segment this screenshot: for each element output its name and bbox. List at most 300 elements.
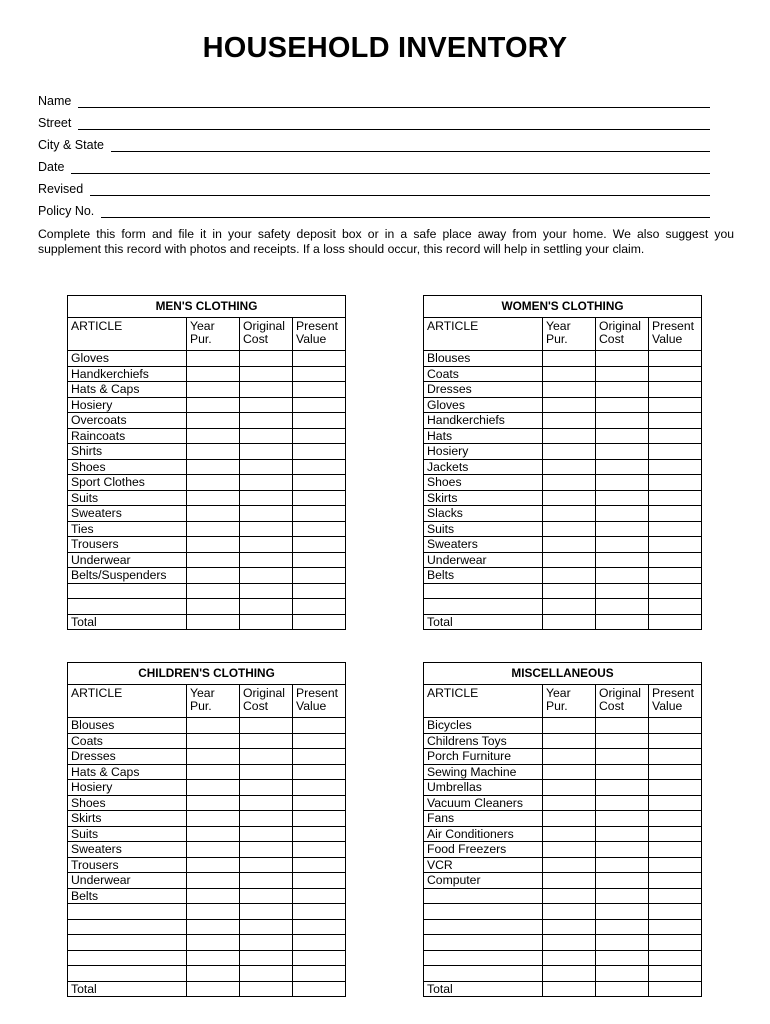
table-row [68, 444, 346, 460]
value-header-line2: Value [652, 332, 683, 346]
cost-cell[interactable] [596, 351, 649, 367]
year-cell[interactable] [187, 842, 240, 858]
table-row [68, 459, 346, 475]
value-header [293, 318, 346, 351]
article-cell: Raincoats [68, 428, 187, 444]
value-cell[interactable] [293, 490, 346, 506]
cost-cell[interactable] [240, 583, 293, 599]
cost-cell[interactable] [596, 811, 649, 827]
year-cell[interactable] [543, 749, 596, 765]
year-cell[interactable] [187, 382, 240, 398]
year-cell[interactable] [187, 749, 240, 765]
cost-cell[interactable] [596, 718, 649, 734]
cost-cell[interactable] [240, 842, 293, 858]
year-header-line1: Year [190, 686, 215, 700]
year-cell[interactable] [187, 888, 240, 904]
cost-cell[interactable] [596, 873, 649, 889]
article-header-label: ARTICLE [427, 686, 479, 700]
cost-cell[interactable] [240, 413, 293, 429]
cost-cell[interactable] [240, 733, 293, 749]
cost-cell[interactable] [240, 904, 293, 920]
cost-cell[interactable] [596, 506, 649, 522]
table-row [424, 351, 702, 367]
year-cell[interactable] [543, 795, 596, 811]
cost-cell[interactable] [240, 888, 293, 904]
cost-cell[interactable] [240, 873, 293, 889]
value-cell[interactable] [649, 919, 702, 935]
year-cell[interactable] [543, 733, 596, 749]
value-cell[interactable] [649, 444, 702, 460]
cost-cell[interactable] [596, 428, 649, 444]
year-cell[interactable] [543, 397, 596, 413]
year-cell[interactable] [187, 733, 240, 749]
year-header [187, 318, 240, 351]
value-header-line2: Value [652, 699, 683, 713]
article-cell [424, 919, 543, 935]
policy-no-field[interactable] [38, 200, 710, 218]
year-cell[interactable] [543, 888, 596, 904]
article-cell [424, 888, 543, 904]
article-cell: Handkerchiefs [68, 366, 187, 382]
article-cell: Dresses [424, 382, 543, 398]
year-cell[interactable] [543, 413, 596, 429]
table-row [68, 733, 346, 749]
year-cell[interactable] [543, 935, 596, 951]
year-cell[interactable] [543, 764, 596, 780]
article-cell: Hats & Caps [68, 382, 187, 398]
table-row [68, 749, 346, 765]
value-cell[interactable] [649, 826, 702, 842]
value-cell[interactable] [649, 718, 702, 734]
year-cell[interactable] [187, 413, 240, 429]
year-cell[interactable] [543, 366, 596, 382]
cost-cell[interactable] [240, 749, 293, 765]
year-cell[interactable] [543, 459, 596, 475]
value-cell[interactable] [293, 935, 346, 951]
year-cell[interactable] [187, 935, 240, 951]
year-header [543, 318, 596, 351]
cost-cell[interactable] [596, 795, 649, 811]
year-cell[interactable] [187, 811, 240, 827]
cost-cell[interactable] [596, 413, 649, 429]
year-cell[interactable] [543, 475, 596, 491]
value-cell[interactable] [293, 780, 346, 796]
cost-cell[interactable] [596, 397, 649, 413]
value-cell[interactable] [293, 382, 346, 398]
value-cell[interactable] [649, 795, 702, 811]
value-cell[interactable] [293, 966, 346, 982]
value-cell[interactable] [293, 904, 346, 920]
value-cell[interactable] [293, 583, 346, 599]
value-cell[interactable] [649, 490, 702, 506]
revised-field[interactable] [38, 178, 710, 196]
year-cell[interactable] [543, 599, 596, 615]
value-cell[interactable] [649, 749, 702, 765]
year-cell[interactable] [187, 428, 240, 444]
street-field[interactable] [38, 112, 710, 130]
value-cell[interactable] [293, 459, 346, 475]
value-cell[interactable] [649, 506, 702, 522]
year-cell[interactable] [187, 826, 240, 842]
cost-cell[interactable] [596, 490, 649, 506]
year-header [543, 685, 596, 718]
year-cell[interactable] [543, 857, 596, 873]
cost-total-cell[interactable] [596, 614, 649, 630]
city-state-field[interactable] [38, 134, 710, 152]
value-cell[interactable] [293, 552, 346, 568]
value-cell[interactable] [649, 733, 702, 749]
value-cell[interactable] [649, 811, 702, 827]
value-header-line1: Present [652, 686, 695, 700]
article-cell: Skirts [68, 811, 187, 827]
name-field[interactable] [38, 90, 710, 108]
year-cell[interactable] [187, 475, 240, 491]
cost-cell[interactable] [240, 552, 293, 568]
article-cell: Coats [68, 733, 187, 749]
miscellaneous-table [423, 662, 702, 997]
cost-cell[interactable] [240, 397, 293, 413]
cost-cell[interactable] [596, 382, 649, 398]
year-cell[interactable] [543, 966, 596, 982]
year-cell[interactable] [187, 904, 240, 920]
year-cell[interactable] [543, 950, 596, 966]
value-cell[interactable] [293, 888, 346, 904]
year-cell[interactable] [543, 382, 596, 398]
value-cell[interactable] [293, 718, 346, 734]
table-row [68, 764, 346, 780]
cost-cell[interactable] [596, 475, 649, 491]
table-row [424, 475, 702, 491]
cost-cell[interactable] [240, 935, 293, 951]
article-cell: Overcoats [68, 413, 187, 429]
year-cell[interactable] [543, 490, 596, 506]
value-cell[interactable] [649, 552, 702, 568]
cost-cell[interactable] [596, 950, 649, 966]
table-row [424, 904, 702, 920]
year-header-line1: Year [190, 319, 215, 333]
article-cell: Blouses [424, 351, 543, 367]
cost-cell[interactable] [596, 857, 649, 873]
article-cell [424, 950, 543, 966]
total-label: Total [424, 614, 543, 630]
year-cell[interactable] [187, 506, 240, 522]
cost-cell[interactable] [240, 795, 293, 811]
year-cell[interactable] [187, 966, 240, 982]
year-cell[interactable] [187, 857, 240, 873]
value-cell[interactable] [649, 857, 702, 873]
year-cell[interactable] [543, 873, 596, 889]
year-cell[interactable] [187, 537, 240, 553]
table-row [424, 568, 702, 584]
year-cell[interactable] [187, 919, 240, 935]
cost-cell[interactable] [596, 568, 649, 584]
year-total-cell[interactable] [543, 614, 596, 630]
cost-cell[interactable] [240, 490, 293, 506]
year-cell[interactable] [187, 490, 240, 506]
value-cell[interactable] [293, 428, 346, 444]
value-cell[interactable] [649, 583, 702, 599]
table-row [68, 521, 346, 537]
cost-cell[interactable] [596, 366, 649, 382]
year-cell[interactable] [543, 826, 596, 842]
value-cell[interactable] [293, 842, 346, 858]
table-row [424, 382, 702, 398]
cost-cell[interactable] [240, 459, 293, 475]
cost-cell[interactable] [596, 764, 649, 780]
cost-cell[interactable] [240, 568, 293, 584]
year-header-line2: Pur. [546, 332, 568, 346]
article-cell: Childrens Toys [424, 733, 543, 749]
year-cell[interactable] [187, 583, 240, 599]
value-cell[interactable] [649, 459, 702, 475]
cost-cell[interactable] [240, 537, 293, 553]
cost-total-cell[interactable] [240, 981, 293, 997]
year-cell[interactable] [543, 351, 596, 367]
article-cell [424, 583, 543, 599]
value-cell[interactable] [649, 764, 702, 780]
value-header-line1: Present [296, 686, 339, 700]
value-cell[interactable] [649, 888, 702, 904]
street-line[interactable] [78, 117, 710, 130]
value-cell[interactable] [293, 919, 346, 935]
date-field[interactable] [38, 156, 710, 174]
value-cell[interactable] [293, 521, 346, 537]
cost-cell[interactable] [596, 966, 649, 982]
cost-total-cell[interactable] [596, 981, 649, 997]
value-total-cell[interactable] [293, 614, 346, 630]
value-cell[interactable] [293, 749, 346, 765]
year-cell[interactable] [187, 780, 240, 796]
name-line[interactable] [78, 95, 710, 108]
article-header-label: ARTICLE [71, 319, 123, 333]
year-cell[interactable] [187, 397, 240, 413]
value-total-cell[interactable] [649, 981, 702, 997]
year-total-cell[interactable] [543, 981, 596, 997]
article-cell [68, 935, 187, 951]
value-cell[interactable] [293, 873, 346, 889]
cost-cell[interactable] [596, 733, 649, 749]
cost-cell[interactable] [596, 826, 649, 842]
cost-cell[interactable] [240, 351, 293, 367]
value-cell[interactable] [649, 537, 702, 553]
cost-cell[interactable] [596, 780, 649, 796]
cost-cell[interactable] [240, 950, 293, 966]
cost-cell[interactable] [596, 444, 649, 460]
cost-cell[interactable] [596, 459, 649, 475]
cost-total-cell[interactable] [240, 614, 293, 630]
field-label: Date [38, 160, 65, 174]
year-header [187, 685, 240, 718]
year-cell[interactable] [187, 351, 240, 367]
value-cell[interactable] [649, 351, 702, 367]
year-cell[interactable] [543, 780, 596, 796]
table-row [424, 935, 702, 951]
cost-cell[interactable] [240, 857, 293, 873]
year-cell[interactable] [543, 919, 596, 935]
value-cell[interactable] [293, 950, 346, 966]
cost-cell[interactable] [240, 506, 293, 522]
year-cell[interactable] [187, 599, 240, 615]
cost-cell[interactable] [240, 780, 293, 796]
cost-cell[interactable] [596, 552, 649, 568]
value-cell[interactable] [293, 568, 346, 584]
year-cell[interactable] [187, 873, 240, 889]
table-row [424, 428, 702, 444]
article-header-label: ARTICLE [427, 319, 479, 333]
table-row [424, 749, 702, 765]
year-cell[interactable] [187, 795, 240, 811]
cost-cell[interactable] [596, 919, 649, 935]
cost-cell[interactable] [240, 366, 293, 382]
table-row [68, 490, 346, 506]
year-cell[interactable] [543, 568, 596, 584]
value-cell[interactable] [649, 873, 702, 889]
year-cell[interactable] [543, 506, 596, 522]
value-cell[interactable] [649, 475, 702, 491]
article-header [424, 685, 543, 718]
cost-cell[interactable] [596, 749, 649, 765]
cost-cell[interactable] [240, 521, 293, 537]
value-cell[interactable] [293, 475, 346, 491]
cost-cell[interactable] [240, 764, 293, 780]
value-cell[interactable] [293, 795, 346, 811]
year-cell[interactable] [187, 444, 240, 460]
value-cell[interactable] [293, 444, 346, 460]
value-cell[interactable] [649, 935, 702, 951]
year-cell[interactable] [543, 718, 596, 734]
value-cell[interactable] [649, 842, 702, 858]
cost-cell[interactable] [240, 382, 293, 398]
year-cell[interactable] [187, 950, 240, 966]
value-cell[interactable] [293, 351, 346, 367]
city-state-line[interactable] [111, 139, 710, 152]
year-cell[interactable] [187, 459, 240, 475]
total-label: Total [424, 981, 543, 997]
article-cell: Umbrellas [424, 780, 543, 796]
value-cell[interactable] [293, 413, 346, 429]
article-cell: Food Freezers [424, 842, 543, 858]
value-cell[interactable] [293, 811, 346, 827]
year-cell[interactable] [187, 366, 240, 382]
value-cell[interactable] [649, 780, 702, 796]
article-cell: Jackets [424, 459, 543, 475]
article-cell: Coats [424, 366, 543, 382]
table-row [68, 537, 346, 553]
cost-cell[interactable] [596, 935, 649, 951]
cost-cell[interactable] [596, 583, 649, 599]
cost-cell[interactable] [596, 904, 649, 920]
table-row [68, 780, 346, 796]
value-cell[interactable] [649, 966, 702, 982]
value-cell[interactable] [293, 857, 346, 873]
year-cell[interactable] [187, 521, 240, 537]
table-row [424, 764, 702, 780]
article-header-label: ARTICLE [71, 686, 123, 700]
cost-cell[interactable] [240, 428, 293, 444]
article-cell: Shoes [68, 459, 187, 475]
value-cell[interactable] [649, 521, 702, 537]
year-cell[interactable] [543, 552, 596, 568]
value-cell[interactable] [293, 733, 346, 749]
value-cell[interactable] [649, 428, 702, 444]
table-row [424, 842, 702, 858]
cost-cell[interactable] [240, 826, 293, 842]
value-cell[interactable] [649, 382, 702, 398]
year-cell[interactable] [187, 718, 240, 734]
value-cell[interactable] [293, 599, 346, 615]
value-cell[interactable] [293, 397, 346, 413]
value-cell[interactable] [293, 764, 346, 780]
year-total-cell[interactable] [187, 614, 240, 630]
value-cell[interactable] [293, 366, 346, 382]
article-cell [424, 935, 543, 951]
year-cell[interactable] [543, 521, 596, 537]
value-cell[interactable] [293, 506, 346, 522]
value-cell[interactable] [649, 413, 702, 429]
revised-line[interactable] [90, 183, 710, 196]
cost-cell[interactable] [240, 919, 293, 935]
year-cell[interactable] [543, 904, 596, 920]
year-cell[interactable] [543, 583, 596, 599]
cost-cell[interactable] [596, 888, 649, 904]
value-cell[interactable] [649, 599, 702, 615]
year-cell[interactable] [187, 568, 240, 584]
value-cell[interactable] [649, 568, 702, 584]
table-row [424, 888, 702, 904]
value-cell[interactable] [649, 904, 702, 920]
total-row [424, 614, 702, 630]
article-cell: Shoes [424, 475, 543, 491]
cost-cell[interactable] [240, 444, 293, 460]
cost-cell[interactable] [596, 521, 649, 537]
value-cell[interactable] [649, 397, 702, 413]
value-cell[interactable] [649, 950, 702, 966]
cost-cell[interactable] [240, 811, 293, 827]
cost-cell[interactable] [240, 475, 293, 491]
year-cell[interactable] [187, 552, 240, 568]
table-row [424, 873, 702, 889]
value-cell[interactable] [293, 826, 346, 842]
cost-cell[interactable] [240, 718, 293, 734]
year-total-cell[interactable] [187, 981, 240, 997]
cost-cell[interactable] [596, 537, 649, 553]
value-cell[interactable] [293, 537, 346, 553]
cost-cell[interactable] [596, 842, 649, 858]
year-cell[interactable] [543, 537, 596, 553]
value-total-cell[interactable] [649, 614, 702, 630]
date-line[interactable] [71, 161, 710, 174]
value-total-cell[interactable] [293, 981, 346, 997]
value-cell[interactable] [649, 366, 702, 382]
year-cell[interactable] [543, 842, 596, 858]
table-row [424, 795, 702, 811]
year-cell[interactable] [543, 428, 596, 444]
field-label: Street [38, 116, 72, 130]
year-cell[interactable] [543, 811, 596, 827]
year-cell[interactable] [543, 444, 596, 460]
article-cell: Belts/Suspenders [68, 568, 187, 584]
table-row [68, 583, 346, 599]
year-cell[interactable] [187, 764, 240, 780]
cost-cell[interactable] [240, 966, 293, 982]
cost-cell[interactable] [596, 599, 649, 615]
cost-cell[interactable] [240, 599, 293, 615]
cost-header [240, 318, 293, 351]
article-cell: Belts [68, 888, 187, 904]
policy-no-line[interactable] [101, 205, 710, 218]
article-cell: Shirts [68, 444, 187, 460]
table-row [68, 811, 346, 827]
